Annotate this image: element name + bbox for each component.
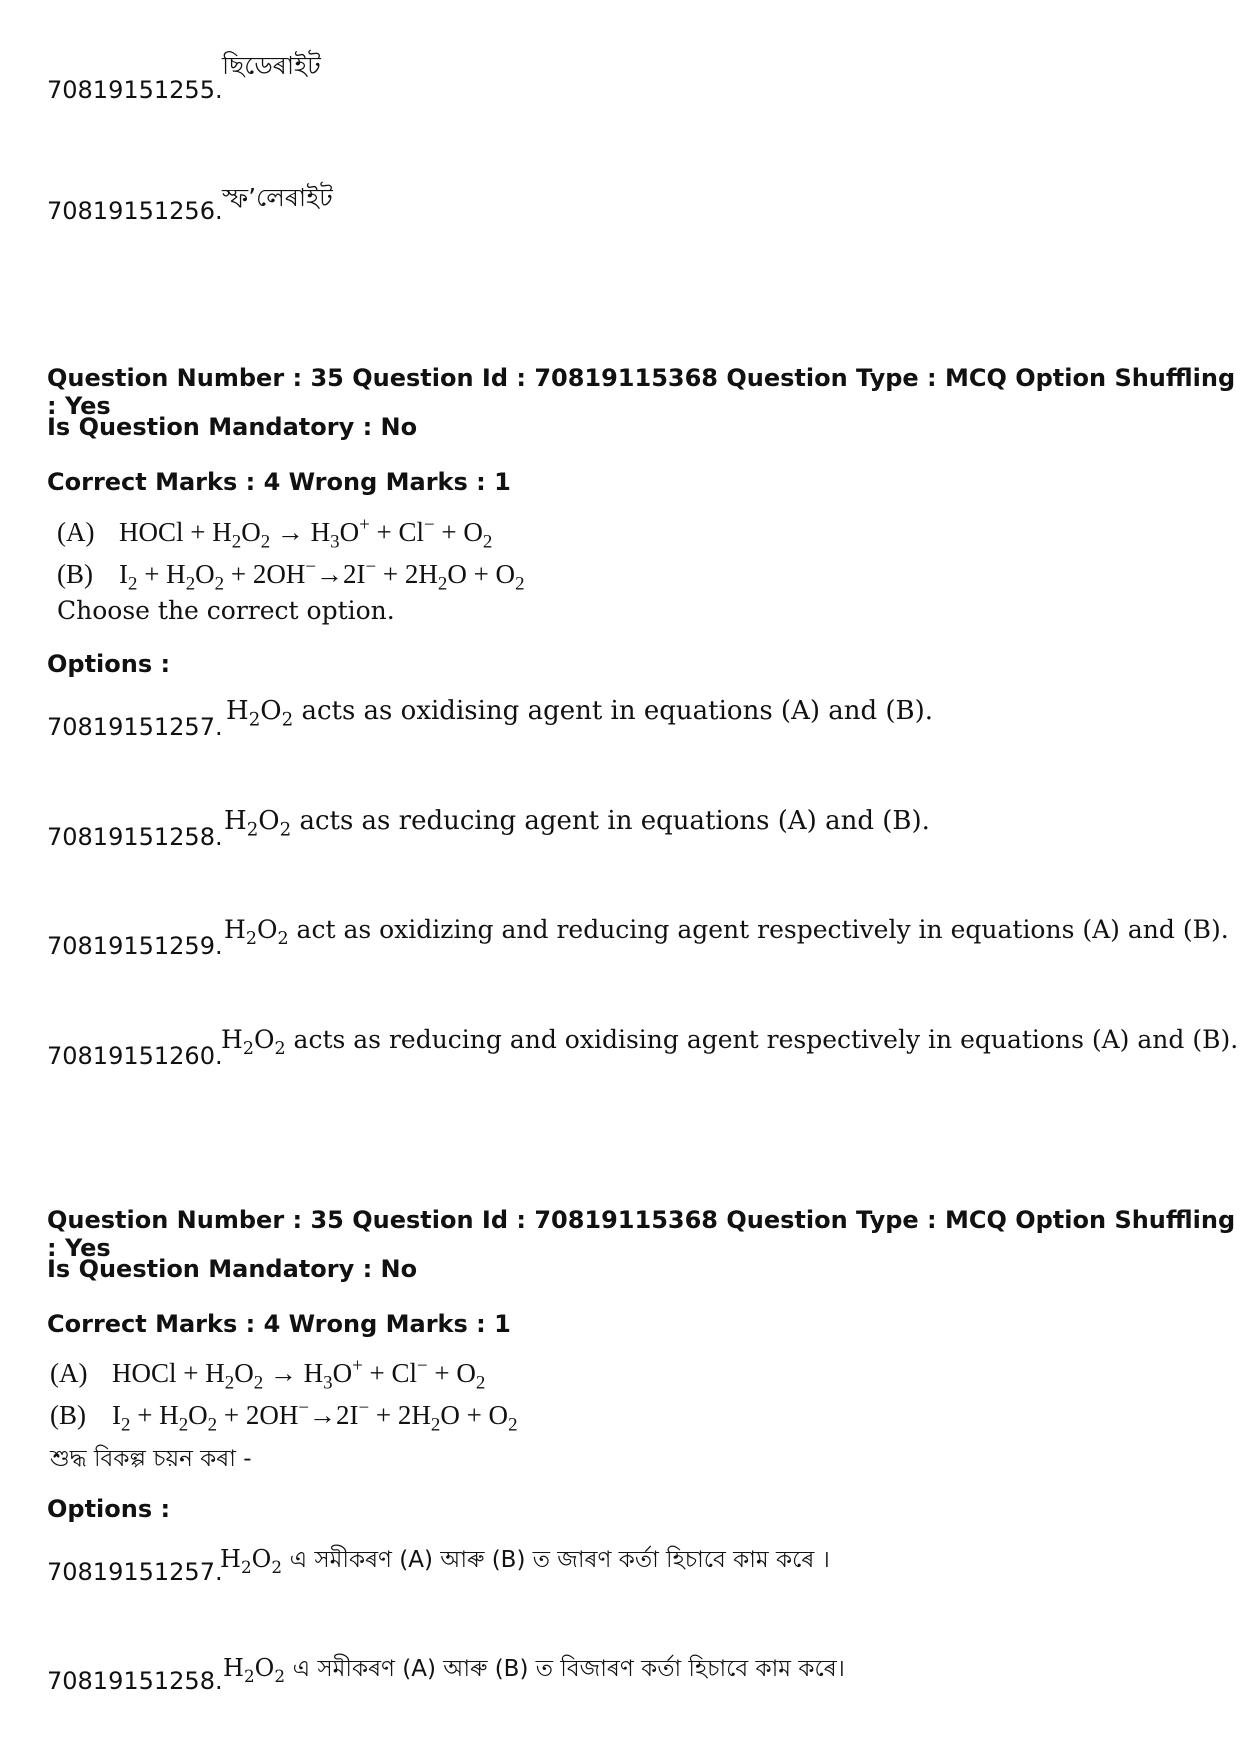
option-text: $H_2O_2$ acts as reducing agent in equations (A) and (B). <box>224 806 930 841</box>
options-label: Options : <box>47 650 171 678</box>
option-text: ছিডেৰাইট <box>222 51 321 80</box>
option-text: $H_2O_2$ acts as oxidising agent in equations (A) and (B). <box>226 696 934 731</box>
option-text: $H_2O_2$ এ সমীকৰণ (A) আৰু (B) ত জাৰণ কৰ্তা হিচাবে কাম কৰে । <box>220 1545 830 1577</box>
equation-label: (B) <box>57 559 93 589</box>
options-label: Options : <box>47 1495 171 1523</box>
equation-label: (A) <box>50 1358 88 1388</box>
option-text: $H_2O_2$ এ সমীকৰণ (A) আৰু (B) ত বিজাৰণ কৰ্তা হিচাবে কাম কৰে। <box>223 1654 845 1686</box>
option-id: 70819151257. <box>47 713 223 741</box>
equation-a: (A) HOCl + $H_2O_2 \to H_3O^+ + Cl^- + O_2$ <box>57 514 493 553</box>
option-text: $H_2O_2$ act as oxidizing and reducing agent respectively in equations (A) and (B). <box>224 915 1229 950</box>
equation-label: (A) <box>57 517 95 547</box>
option-id: 70819151257. <box>47 1558 223 1586</box>
option-id: 70819151256. <box>47 197 223 225</box>
option-text: $H_2O_2$ acts as reducing and oxidising agent respectively in equations (A) and (B). <box>221 1025 1239 1060</box>
marks-line: Correct Marks : 4 Wrong Marks : 1 <box>47 468 511 496</box>
marks-line: Correct Marks : 4 Wrong Marks : 1 <box>47 1310 511 1338</box>
question-meta-line: Question Number : 35 Question Id : 70819115368 Question Type : MCQ Option Shuffling : Yes <box>47 364 1236 420</box>
equation-b: (B) $I_2 + H_2O_2 + 2OH^-\to 2I^- + 2H_2O + O_2$ <box>57 556 525 595</box>
mandatory-line: Is Question Mandatory : No <box>47 1255 418 1283</box>
equation-b: (B) $I_2 + H_2O_2 + 2OH^-\to 2I^- + 2H_2O + O_2$ <box>50 1397 518 1436</box>
question-meta-line: Question Number : 35 Question Id : 70819115368 Question Type : MCQ Option Shuffling : Yes <box>47 1206 1236 1262</box>
question-prompt: শুদ্ধ বিকল্প চয়ন কৰা - <box>50 1446 252 1472</box>
option-id: 70819151260. <box>47 1042 223 1070</box>
option-id: 70819151258. <box>47 1667 223 1695</box>
option-text: স্ফ’লেৰাইট <box>222 183 333 212</box>
option-id: 70819151259. <box>47 932 223 960</box>
question-prompt: Choose the correct option. <box>57 596 395 625</box>
mandatory-line: Is Question Mandatory : No <box>47 413 418 441</box>
option-id: 70819151258. <box>47 823 223 851</box>
equation-a: (A) HOCl + $H_2O_2 \to H_3O^+ + Cl^- + O_2$ <box>50 1355 486 1394</box>
equation-label: (B) <box>50 1400 86 1430</box>
option-id: 70819151255. <box>47 76 223 104</box>
